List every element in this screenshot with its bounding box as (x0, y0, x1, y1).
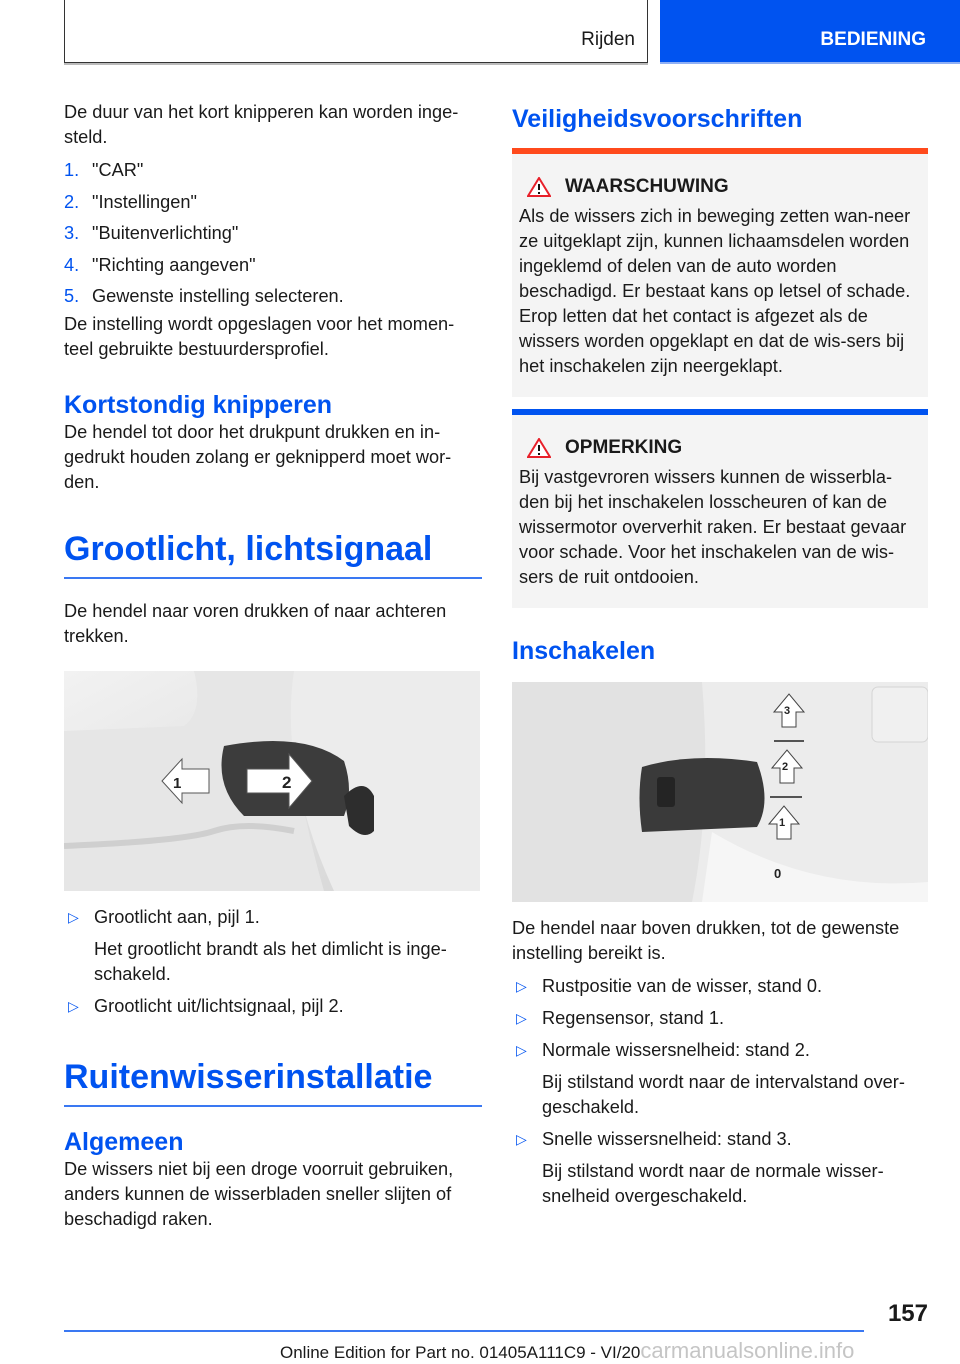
bullet-item: ▷ Normale wissersnelheid: stand 2. Bij stilstand wordt naar de intervalstand over-geschakeld. (512, 1038, 928, 1120)
kortstondig-text: De hendel tot door het drukpunt drukken en in-gedrukt houden zolang er geknipperd moet wor-den. (64, 422, 452, 492)
page-number: 157 (887, 1300, 928, 1327)
grootlicht-text: De hendel naar voren drukken of naar achteren trekken. (64, 601, 447, 646)
heading-inschakelen: Inschakelen (512, 637, 656, 665)
warning-box (512, 154, 928, 397)
bullet-item: ▷ Snelle wissersnelheid: stand 3. Bij stilstand wordt naar de normale wisser-snelheid overgeschakeld. (512, 1127, 928, 1209)
step-item: 5. Gewenste instelling selecteren. (64, 286, 344, 306)
bullet-triangle-icon: ▷ (516, 978, 527, 994)
bullet-triangle-icon: ▷ (516, 1042, 527, 1058)
chapter-label: Rijden (581, 29, 635, 50)
inschakelen-text: De hendel naar boven drukken, tot de gewenste instelling bereikt is. (512, 918, 900, 963)
chapter-tab (64, 0, 648, 63)
after-steps-text: De instelling wordt opgeslagen voor het momen-teel gebruikte bestuurdersprofiel. (64, 314, 455, 359)
notice-triangle-icon (527, 438, 551, 458)
grootlicht-bullets (64, 905, 482, 1019)
bullet-triangle-icon: ▷ (516, 1010, 527, 1026)
wiper-bullets (512, 974, 928, 1209)
bullet-item: ▷ Grootlicht uit/lichtsignaal, pijl 2. (64, 994, 482, 1019)
algemeen-text: De wissers niet bij een droge voorruit gebruiken, anders kunnen de wisserbladen sneller slijten of beschadigd raken. (64, 1159, 454, 1229)
lever-illustration (64, 671, 480, 891)
heading-rule (64, 577, 482, 579)
bullet-item: ▷ Regensensor, stand 1. (512, 1006, 928, 1031)
figure-wiper-lever (512, 682, 928, 902)
bullet-item: ▷ Rustpositie van de wisser, stand 0. (512, 974, 928, 999)
wiper-lever-illustration (512, 682, 928, 902)
heading-algemeen: Algemeen (64, 1128, 184, 1156)
svg-text:3: 3 (784, 705, 791, 717)
right-column (512, 100, 928, 1216)
heading-rule (64, 1105, 482, 1107)
section-label: BEDIENING (820, 29, 926, 50)
bullet-item: ▷ Grootlicht aan, pijl 1. Het grootlicht brandt als het dimlicht is inge-schakeld. (64, 905, 482, 987)
footer-edition: Online Edition for Part no. 01405A111C9 - VI/20carmanualsonline.info (280, 1338, 855, 1363)
notice-text: Bij vastgevroren wissers kunnen de wisserbla-den bij het inschakelen losscheuren of kan de wissermotor oververhit raken. Er bestaat gevaar voor schade. Voor het inschakelen van de wis-sers de ruit ontdooien. (519, 467, 907, 587)
warning-title: WAARSCHUWING (565, 176, 729, 197)
section-tab (660, 0, 960, 64)
notice-title: OPMERKING (565, 437, 683, 458)
notice-box (512, 415, 928, 608)
step-item: 1. "CAR" (64, 160, 144, 180)
bullet-triangle-icon: ▷ (68, 909, 79, 925)
heading-grootlicht: Grootlicht, lichtsignaal (64, 530, 433, 568)
settings-steps (64, 158, 482, 309)
svg-text:2: 2 (782, 761, 789, 773)
footer-rule (64, 1330, 864, 1332)
bullet-triangle-icon: ▷ (516, 1131, 527, 1147)
warning-triangle-icon (527, 177, 551, 197)
warning-text: Als de wissers zich in beweging zetten wan-neer ze uitgeklapt zijn, kunnen lichaamsdelen worden ingeklemd of delen van de auto worden beschadigd. Er bestaat kans op letsel of schade. Erop letten dat het contact is afgezet als de wissers worden opgeklapt en dat de wis-sers bij het inschakelen zijn neergeklapt. (519, 206, 911, 376)
svg-text:2: 2 (282, 773, 292, 792)
heading-ruitenwisser: Ruitenwisserinstallatie (64, 1058, 433, 1096)
heading-veiligheid: Veiligheidsvoorschriften (512, 105, 803, 133)
svg-text:1: 1 (173, 775, 182, 792)
figure-grootlicht-lever (64, 671, 480, 891)
bullet-triangle-icon: ▷ (68, 998, 79, 1014)
step-item: 4. "Richting aangeven" (64, 254, 256, 275)
watermark: carmanualsonline.info (640, 1338, 855, 1363)
heading-kortstondig: Kortstondig knipperen (64, 391, 333, 419)
svg-text:0: 0 (774, 866, 782, 881)
intro-text: De duur van het kort knipperen kan worden inge-steld. (64, 102, 459, 147)
svg-text:1: 1 (779, 817, 786, 829)
step-item: 2. "Instellingen" (64, 191, 197, 212)
step-item: 3. "Buitenverlichting" (64, 223, 239, 243)
left-column (64, 100, 482, 1232)
